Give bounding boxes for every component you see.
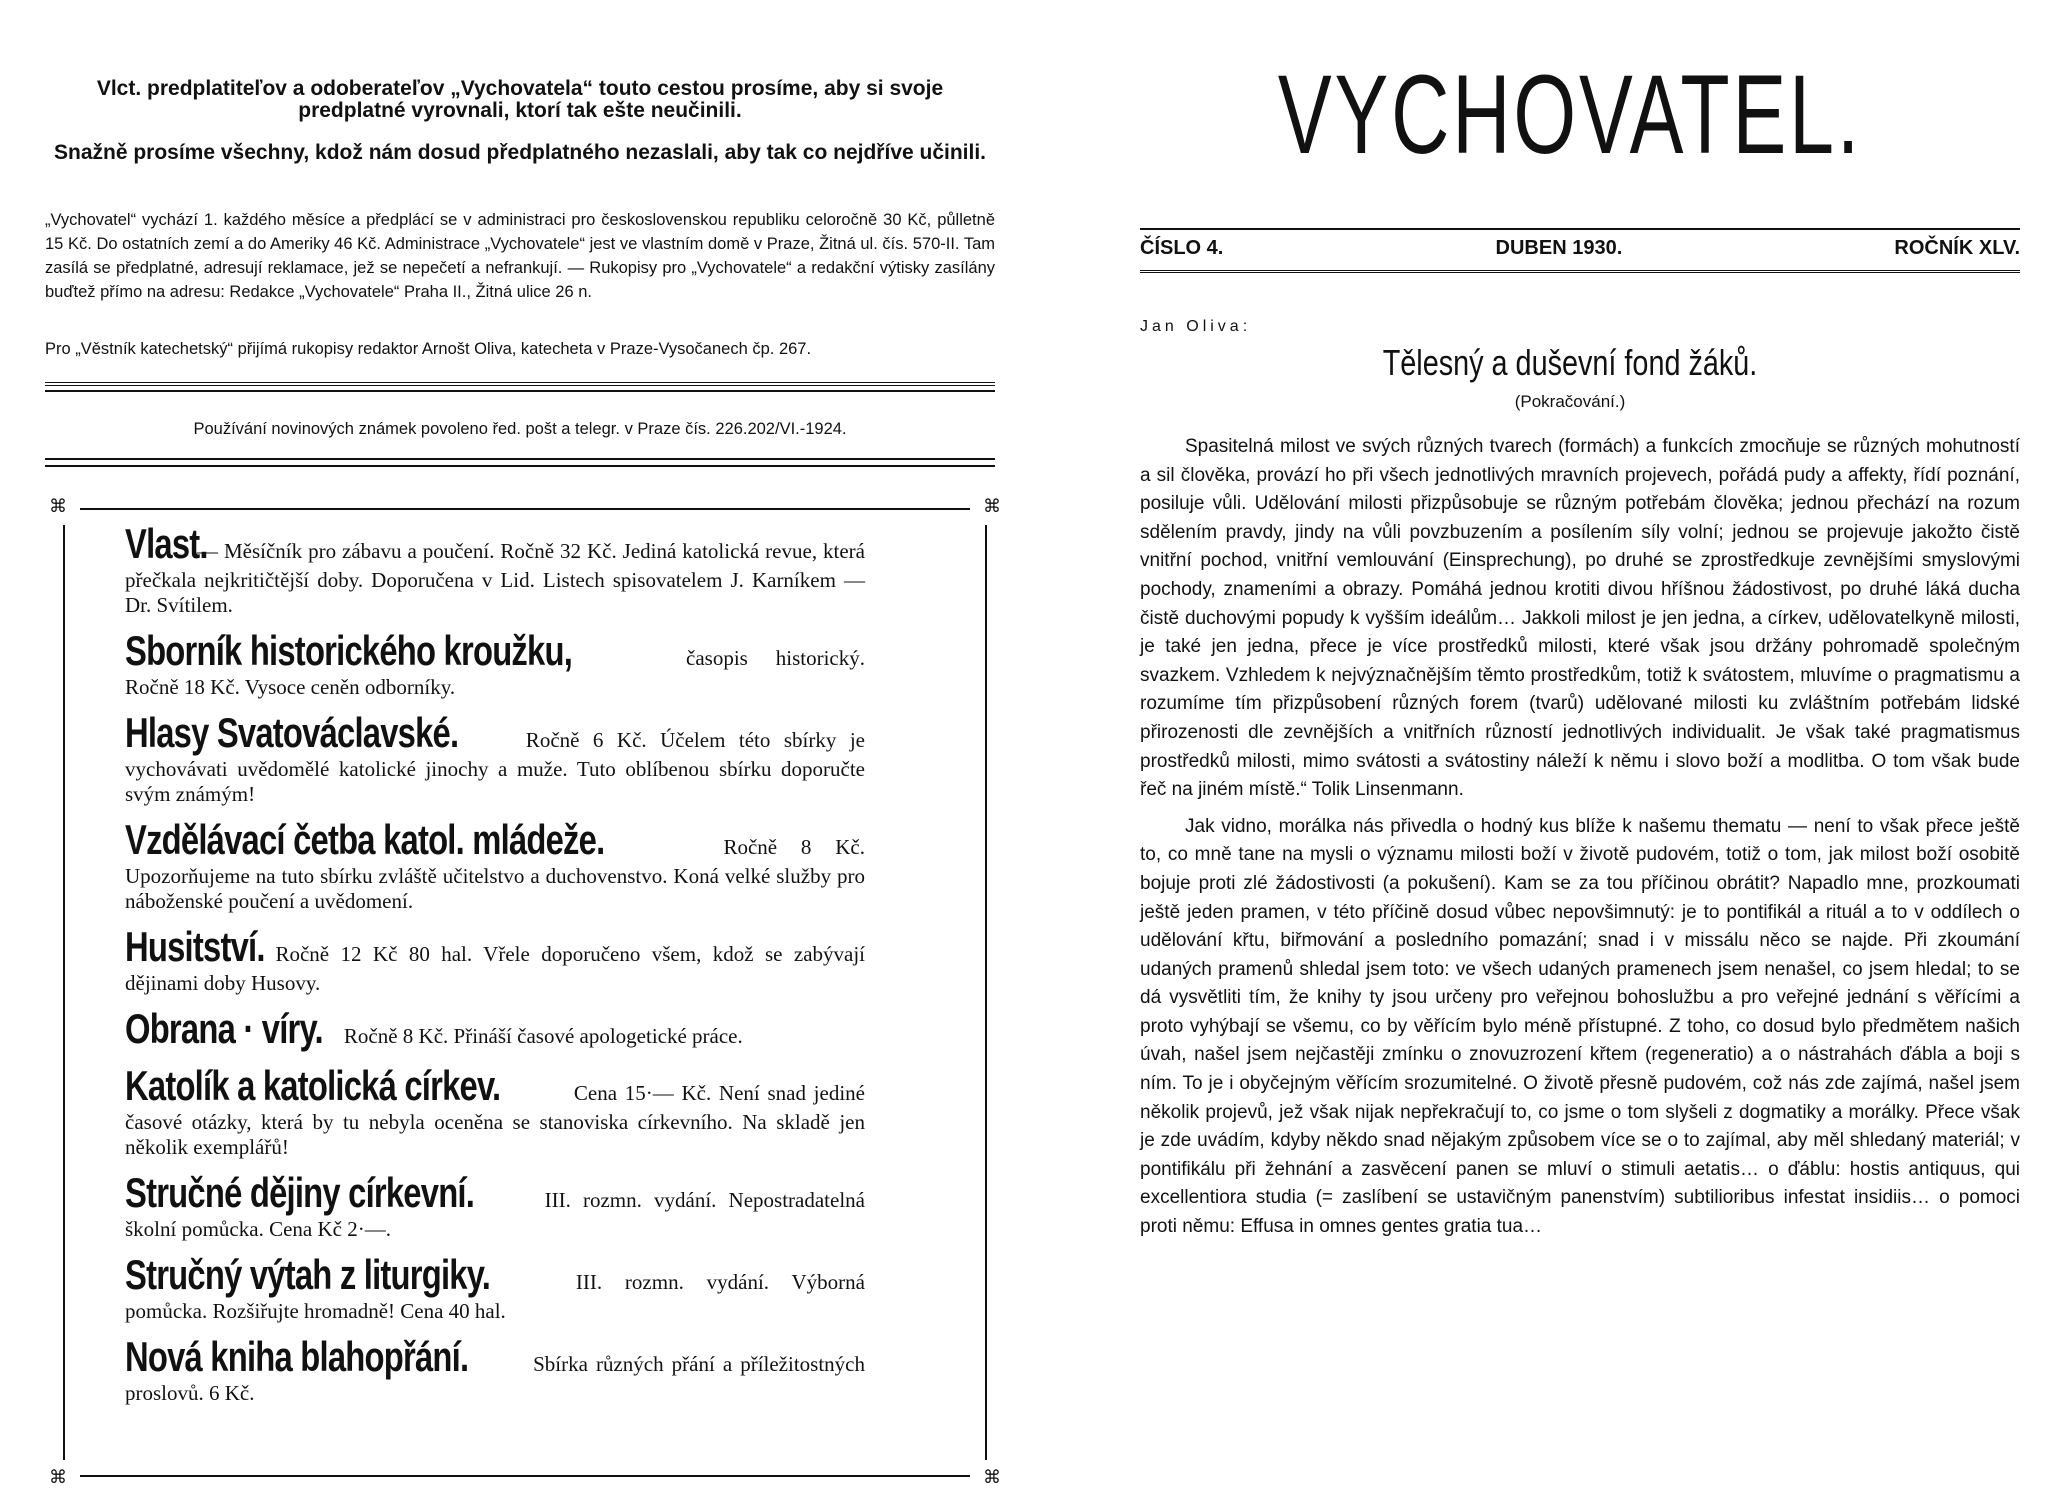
ad-text: Ročně 8 Kč. Upozorňujeme na tuto sbírku zvláště učitelstvo a duchovenstvo. Koná velké služby pro náboženské poučení a uvědomení. [125, 835, 865, 913]
masthead-rule [1140, 228, 2020, 230]
paragraph: Jak vidno, morálka nás přivedla o hodný kus blíže k našemu thematu — není to však přece ještě to, co mně tane na mysli o významu milosti boží v životě pudovém, totiž o tom, jak milost boží osobitě bojuje proti zlé žádostivosti (a pokušení). Kam se za tou příčinou obrátit? Napadlo mne, prozkoumati ještě jeden pramen, v této příčině dosud vůbec nepovšimnutý: je to pontifikál a rituál a to v oddílech o udělování křtu, biřmování a posledního pomazání; snad i v missálu něco se najde. Při zkoumání udaných pramenů shledal jsem toto: ve všech udaných pramenech jsem nenašel, co jsem hledal; to se dá vysvětliti tím, že knihy ty jsou určeny pro veřejnou bohoslužbu a pro veřejné jednání s věřícími a proto vyhýbají se všemu, co by věřícím bylo méně přístupné. Z toho, co dosud bylo předmětem našich úvah, našel jsem nejčastěji zmínku o znovuzrození křtem (regeneratio) a o nástrahách ďábla a boji s ním. To je i obyčejným věřícím srozumitelné. O životě přesně pudovém, což nás zde zajímá, našel jsem několik projevů, jež však nijak nepřekračují to, co jsme o tom slyšeli z dogmatiky a morálky. Přece však je zde uvádím, kdyby někdo snad nějakým způsobem více se o to zajímal, aby měl shledaný materiál; v pontifikálu při žehnání a zasvěcení panen se mluví o stimuli aetatis… o ďáblu: hostis antiquus, qui excellentiora studia (= zaslíbení se ustavičným panenstvím) subtilioribus infestat insidiis… o pomoci proti němu: Effusa in omnes gentes gratia tua… [1140, 815, 2020, 1238]
issue-line [1140, 237, 2020, 260]
issue-number: ČÍSLO 4. [1140, 237, 1224, 259]
masthead: VYCHOVATEL. [1277, 52, 1863, 177]
ad-item [125, 1333, 865, 1406]
corner-ornament-icon: ⌘ [983, 496, 1001, 517]
article-title: Tělesný a duševní fond žáků. [1382, 342, 1758, 383]
ad-text: III. rozmn. vydání. Nepostradatelná školní pomůcka. Cena Kč 2·—. [125, 1188, 865, 1241]
ad-title: Katolík a katolická církev. [125, 1062, 501, 1109]
article-author: Jan Oliva: [1140, 318, 1252, 335]
frame-top-edge [80, 508, 970, 510]
ads-list [125, 520, 865, 1415]
ad-item [125, 627, 865, 700]
article-body [1140, 433, 2020, 1242]
postal-permit: Používání novinových známek povoleno řed. pošt a telegr. v Praze čís. 226.202/VI.-1924. [193, 420, 847, 438]
ad-text: Sbírka různých přání a příležitostných proslovů. 6 Kč. [125, 1352, 865, 1405]
ad-text: Ročně 12 Kč 80 hal. Vřele doporučeno všem, kdož se zabývají dějinami doby Husovy. [125, 942, 865, 995]
corner-ornament-icon: ⌘ [49, 1467, 67, 1488]
frame-right-edge [985, 525, 987, 1460]
ad-text: Ročně 8 Kč. Přináší časové apologetické práce. [338, 1024, 743, 1048]
ad-title: Husitství. [125, 923, 265, 970]
corner-ornament-icon: ⌘ [49, 496, 67, 517]
ad-text: Cena 15·— Kč. Není snad jediné časové otázky, která by tu nebyla oceněna se stanoviska církevního. Na skladě jen několik exemplářů! [125, 1081, 865, 1159]
issue-rule [1140, 270, 2020, 273]
ad-text: III. rozmn. vydání. Výborná pomůcka. Rozšiřujte hromadně! Cena 40 hal. [125, 1270, 865, 1323]
ad-title: Stručné dějiny církevní. [125, 1169, 475, 1216]
corner-ornament-icon: ⌘ [983, 1467, 1001, 1488]
paragraph: Spasitelná milost ve svých různých tvarech (formách) a funkcích zmocňuje se různých mohutností a sil člověka, provází ho při všech jednotlivých mravních projevech, pořádá pudy a affekty, řídí poznání, posiluje vůli. Udělování milosti přizpůsobuje se různým potřebám člověka; jednou přechází na rozum sdělením pravdy, jindy na vůli povzbuzením a posílením síly volní; jednou se projevuje jakožto čistě vnitřní pochod, vnitřní vemlouvání (Einsprechung), po druhé se zprostředkuje zevnějšími smyslovými pochody, znameními a obrazy. Pomáhá jednou krotiti divou hříšnou žádostivost, po druhé láká ducha čistě duchovými popudy k vyšším ideálům… Jakkoli milost je jen jedna, a církev, udělovatelkyně milosti, je také jen jedna, přece je více prostředků milosti, které však jsou držány pohromadě společným svazkem. Vzhledem k nejvýznačnějším těmto prostředkům, totiž k svátostem, mluvíme o pragmatismu a rozumíme tím přizpůsobení různých forem (tvarů) udělované milosti ku zvláštním potřebám lidské přirozenosti dle zevnějších a vnitřních růzností jednotlivých individualit. Je však také pragmatismus prostředků milosti, mimo svátosti a svátostiny náleží k němu i slovo boží a modlitba. O tom však bude řeč na jiném místě.“ Tolik Linsenmann. [1140, 436, 2020, 801]
ad-item [125, 1251, 865, 1324]
ad-title: Nová kniha blahopřání. [125, 1333, 469, 1380]
ad-item [125, 1005, 865, 1053]
subscription-info: „Vychovatel“ vychází 1. každého měsíce a předplácí se v administraci pro československou republiku celoročně 30 Kč, půlletně 15 Kč. Do ostatních zemí a do Ameriky 46 Kč. Administrace „Vychovatele“ jest ve vlastním domě v Praze, Žitná ul. čís. 570-II. Tam zasílá se předplatné, adresují reklamace, jež se nepečetí a nefrankují. — Rukopisy pro „Vychovatele“ a redakční výtisky zasílány buďtež přímo na adresu: Redakce „Vychovatele“ Praha II., Žitná ulice 26 n. [45, 211, 995, 301]
continued-note: (Pokračování.) [1514, 392, 1626, 411]
right-page [1120, 0, 2020, 1500]
frame-bottom-edge [80, 1475, 970, 1477]
ad-text: — Měsíčník pro zábavu a poučení. Ročně 32 Kč. Jediná katolická revue, která přečkala nejkritičtější doby. Doporučena v Lid. Listech spisovatelem J. Karníkem — Dr. Svítilem. [125, 539, 865, 617]
ad-item [125, 816, 865, 914]
ad-title: Obrana · víry. [125, 1005, 323, 1052]
ad-item [125, 709, 865, 807]
frame-left-edge [63, 525, 65, 1460]
ad-title: Hlasy Svatováclavské. [125, 709, 459, 756]
notice-czech: Snažně prosíme všechny, kdož nám dosud předplatného nezaslali, aby tak co nejdříve učinili. [53, 141, 987, 164]
ad-item [125, 520, 865, 618]
divider-top [45, 382, 995, 386]
ad-title: Vzdělávací četba katol. mládeže. [125, 816, 605, 863]
vestnik-info: Pro „Věstník katechetský“ přijímá rukopisy redaktor Arnošt Oliva, katecheta v Praze-Vysočanech čp. 267. [45, 340, 812, 358]
divider-bottom [45, 458, 995, 467]
ad-text: časopis historický. Ročně 18 Kč. Vysoce ceněn odborníky. [125, 646, 865, 699]
volume-number: ROČNÍK XLV. [1894, 237, 2020, 259]
divider-top-inner [45, 390, 995, 392]
notice-slovak: Vlct. predplatiteľov a odoberateľov „Vychovatela“ touto cestou prosíme, aby si svoje predplatné vyrovnali, ktorí tak ešte neučinili. [96, 77, 944, 122]
ad-item [125, 1062, 865, 1160]
issue-date: DUBEN 1930. [1495, 237, 1623, 259]
ad-title: Stručný výtah z liturgiky. [125, 1251, 491, 1298]
ad-item [125, 1169, 865, 1242]
ad-text: Ročně 6 Kč. Účelem této sbírky je vychovávati uvědomělé katolické jinochy a muže. Tuto oblíbenou sbírku doporučte svým známým! [125, 728, 865, 806]
ad-title: Vlast. [125, 520, 208, 567]
ad-title: Sborník historického kroužku, [125, 627, 573, 674]
ad-item [125, 923, 865, 996]
